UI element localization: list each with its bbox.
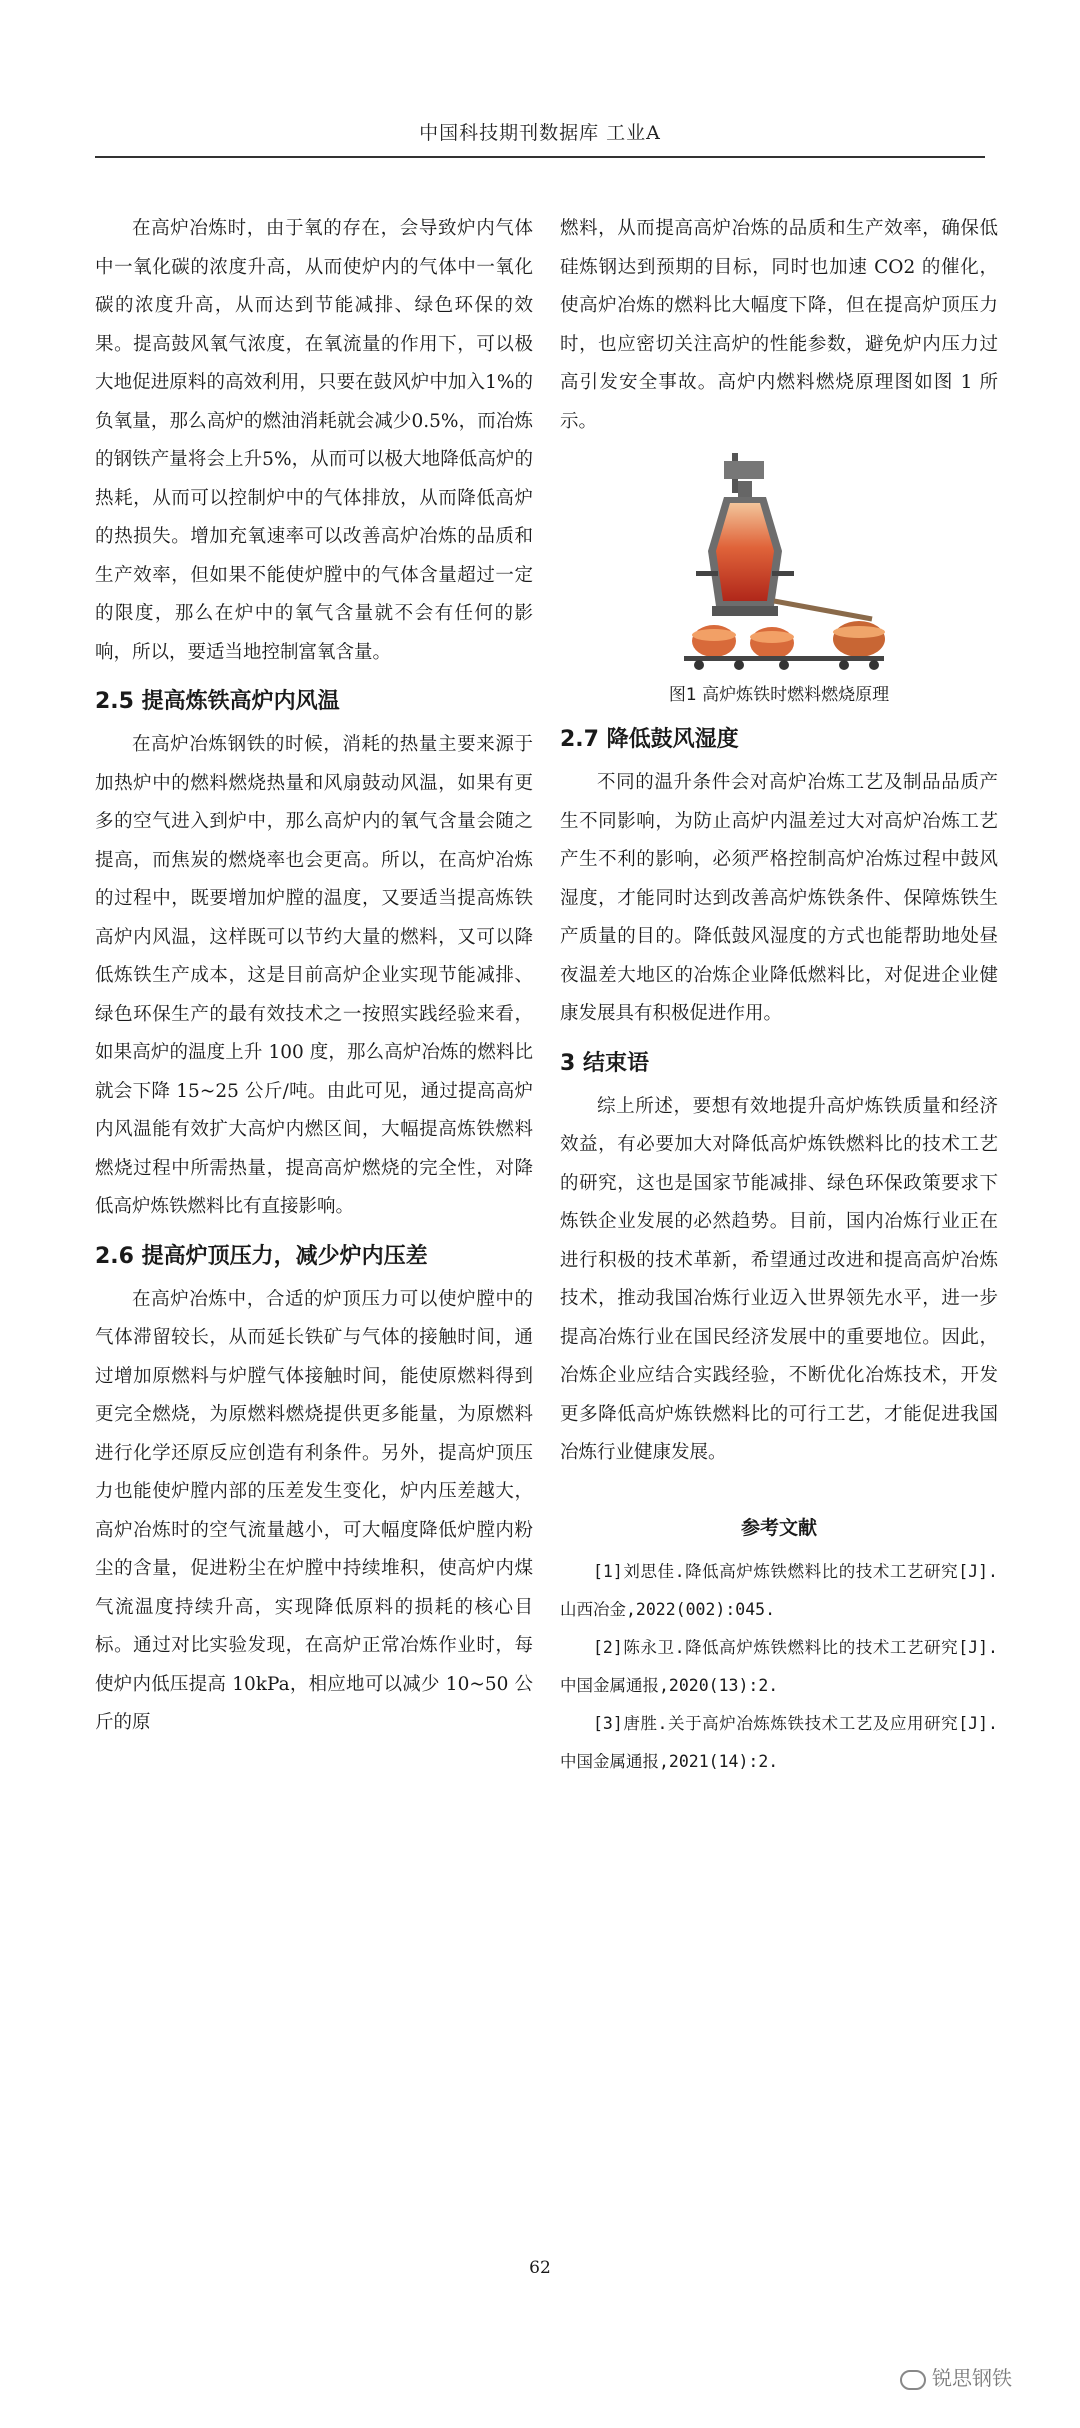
paragraph-oxygen: 在高炉冶炼时，由于氧的存在，会导致炉内气体中一氧化碳的浓度升高，从而使炉内的气体中一氧化碳的浓度升高，从而达到节能减排、绿色环保的效果。提高鼓风氧气浓度，在氧流量的作用下，可以极大地促进原料的高效利用，只要在鼓风炉中加入1%的负氧量，那么高炉的燃油消耗就会减少0.5%，而冶炼的钢铁产量将会上升5%，从而可以极大地降低高炉的热耗，从而可以控制炉中的气体排放，从而降低高炉的热损失。增加充氧速率可以改善高炉冶炼的品质和生产效率，但如果不能使炉膛中的气体含量超过一定的限度，那么在炉中的氧气含量就不会有任何的影响，所以，要适当地控制富氧含量。 xyxy=(95,218,533,663)
paragraph-conclusion: 综上所述，要想有效地提升高炉炼铁质量和经济效益，有必要加大对降低高炉炼铁燃料比的技术工艺的研究，这也是国家节能减排、绿色环保政策要求下炼铁企业发展的必然趋势。目前，国内冶炼行业正在进行积极的技术革新，希望通过改进和提高高炉冶炼技术，推动我国冶炼行业迈入世界领先水平，进一步提高冶炼行业在国民经济发展中的重要地位。因此，冶炼企业应结合实践经验，不断优化冶炼技术，开发更多降低高炉炼铁燃料比的可行工艺，才能促进我国冶炼行业健康发展。 xyxy=(560,1095,998,1463)
page-number: 62 xyxy=(529,2258,551,2278)
right-column xyxy=(560,210,998,1781)
reference-item: [3]唐胜.关于高炉冶炼炼铁技术工艺及应用研究[J].中国金属通报,2021(14):2. xyxy=(560,1714,998,1771)
wechat-icon xyxy=(900,2370,926,2390)
paragraph-top-pressure: 在高炉冶炼中，合适的炉顶压力可以使炉膛中的气体滞留较长，从而延长铁矿与气体的接触时间，通过增加原燃料与炉膛气体接触时间，能使原燃料得到更完全燃烧，为原燃料燃烧提供更多能量，为原燃料进行化学还原反应创造有利条件。另外，提高炉顶压力也能使炉膛内部的压差发生变化，炉内压差越大，高炉冶炼时的空气流量越小，可大幅度降低炉膛内粉尘的含量，促进粉尘在炉膛中持续堆积，使高炉内煤气流温度持续升高，实现降低原料的损耗的核心目标。通过对比实验发现，在高炉正常冶炼作业时，每使炉内低压提高 10kPa，相应地可以减少 10~50 公斤的原 xyxy=(95,1288,533,1733)
reference-item: [1]刘思佳.降低高炉炼铁燃料比的技术工艺研究[J].山西冶金,2022(002):045. xyxy=(560,1562,998,1619)
left-column xyxy=(95,210,533,1743)
section-heading-3: 3 结束语 xyxy=(560,1050,649,1076)
figure-caption: 图1 高炉炼铁时燃料燃烧原理 xyxy=(668,685,890,705)
journal-header: 中国科技期刊数据库 工业A xyxy=(419,122,661,144)
watermark xyxy=(900,2362,1012,2391)
watermark-text: 锐思钢铁 xyxy=(932,2366,1012,2390)
header-divider xyxy=(95,156,985,158)
section-heading-2-5: 2.5 提高炼铁高炉内风温 xyxy=(95,689,340,714)
blast-furnace-figure xyxy=(560,451,998,676)
paragraph-blast-temperature: 在高炉冶炼钢铁的时候，消耗的热量主要来源于加热炉中的燃料燃烧热量和风扇鼓动风温，如果有更多的空气进入到炉中，那么高炉内的氧气含量会随之提高，而焦炭的燃烧率也会更高。所以，在高炉冶炼的过程中，既要增加炉膛的温度，又要适当提高炼铁高炉内风温，这样既可以节约大量的燃料，又可以降低炼铁生产成本，这是目前高炉企业实现节能减排、绿色环保生产的最有效技术之一按照实践经验来看，如果高炉的温度上升 100 度，那么高炉冶炼的燃料比就会下降 15~25 公斤/吨。由此可见，通过提高高炉内风温能有效扩大高炉内燃区间，大幅提高炼铁燃料燃烧过程中所需热量，提高高炉燃烧的完全性，对降低高炉炼铁燃料比有直接影响。 xyxy=(95,734,533,1217)
references-title: 参考文献 xyxy=(740,1516,817,1539)
blast-furnace-illustration xyxy=(654,451,904,676)
reference-item: [2]陈永卫.降低高炉炼铁燃料比的技术工艺研究[J].中国金属通报,2020(13):2. xyxy=(560,1638,998,1695)
paragraph-pressure-continued: 燃料，从而提高高炉冶炼的品质和生产效率，确保低硅炼钢达到预期的目标，同时也加速 CO2 的催化，使高炉冶炼的燃料比大幅度下降，但在提高炉顶压力时，也应密切关注高炉的性能参数，避免炉内压力过高引发安全事故。高炉内燃料燃烧原理图如图 1 所示。 xyxy=(560,218,998,432)
paragraph-humidity: 不同的温升条件会对高炉冶炼工艺及制品品质产生不同影响，为防止高炉内温差过大对高炉冶炼工艺产生不利的影响，必须严格控制高炉冶炼过程中鼓风湿度，才能同时达到改善高炉炼铁条件、保障炼铁生产质量的目的。降低鼓风湿度的方式也能帮助地处昼夜温差大地区的冶炼企业降低燃料比，对促进企业健康发展具有积极促进作用。 xyxy=(560,772,998,1024)
section-heading-2-6: 2.6 提高炉顶压力，减少炉内压差 xyxy=(95,1243,428,1269)
section-heading-2-7: 2.7 降低鼓风湿度 xyxy=(560,727,739,752)
